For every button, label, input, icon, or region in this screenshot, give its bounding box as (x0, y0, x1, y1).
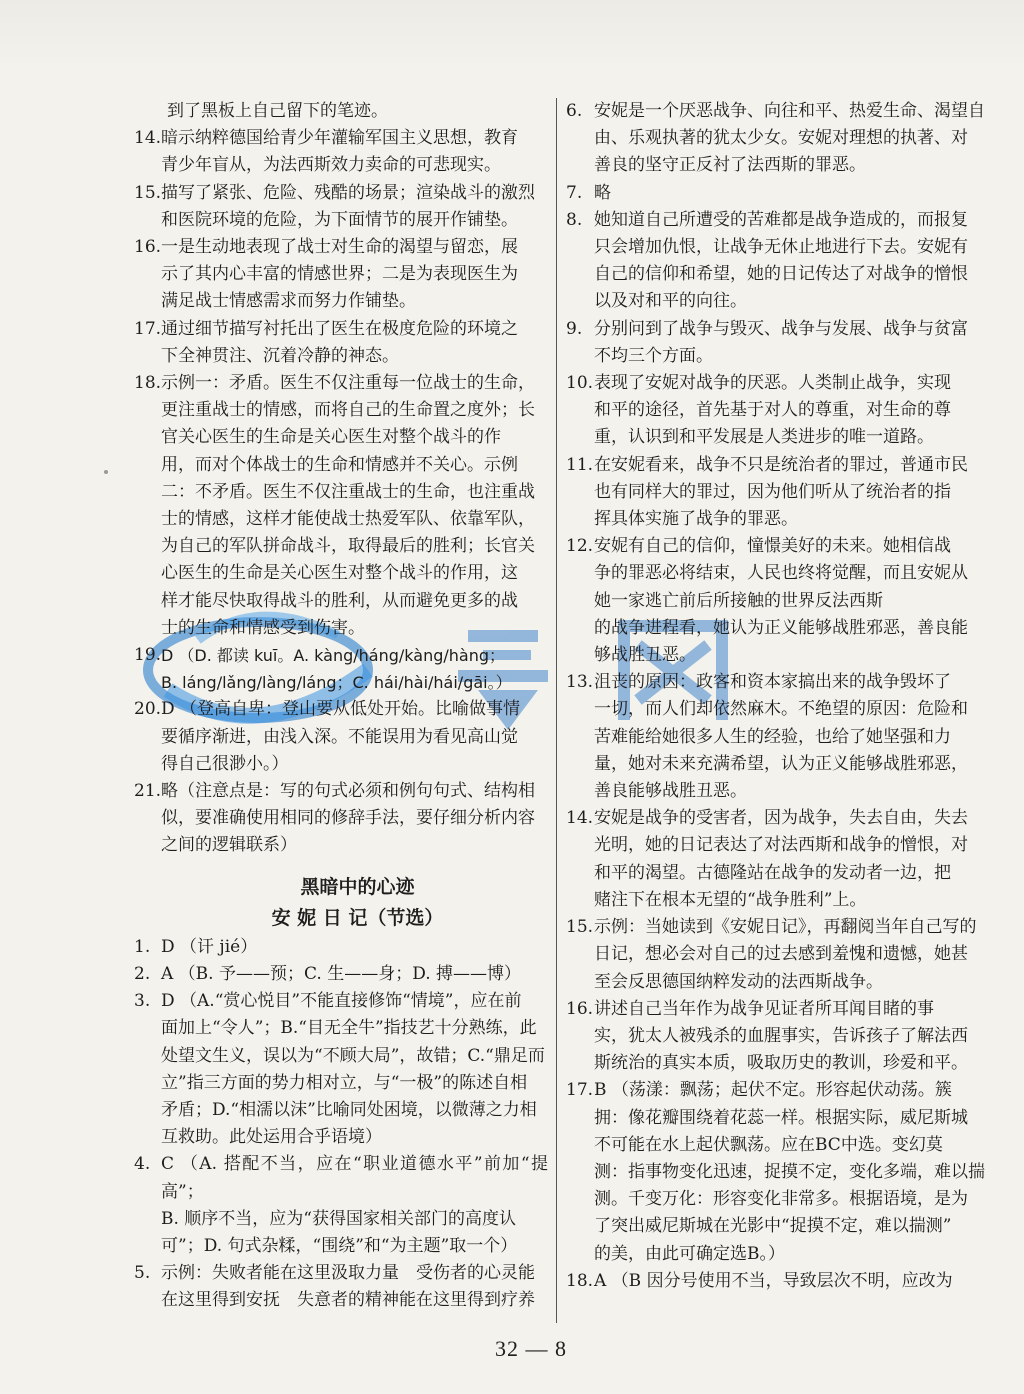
answer-line: 日记，想必会对自己的过去感到羞愧和遗憾，她甚 (594, 944, 968, 965)
answer-item-17b (566, 1077, 986, 1267)
answer-number: 7. (566, 182, 583, 203)
answer-line: 分别问到了战争与毁灭、战争与发展、战争与贫富 (594, 318, 968, 339)
answer-line: 不可能在水上起伏飘荡。应在BC中选。变幻莫 (594, 1134, 943, 1155)
answer-line: 以及对和平的向往。 (594, 291, 747, 312)
answer-item-19 (134, 642, 548, 696)
answer-number: 16. (566, 998, 594, 1019)
answer-line: 了突出威尼斯城在光影中“捉摸不定，难以揣测” (594, 1216, 952, 1237)
answer-line: 的战争进程看，她认为正义能够战胜邪恶，善良能 (594, 617, 968, 638)
answer-number: 18. (566, 1270, 594, 1291)
answer-line: 讲述自己当年作为战争见证者所耳闻目睹的事 (594, 998, 934, 1019)
answer-item-2 (134, 961, 548, 988)
answer-line: 面加上“令人”；B.“目无全牛”指技艺十分熟练，此 (161, 1018, 537, 1039)
answer-line: 光明，她的日记表达了对法西斯和战争的憎恨，对 (594, 835, 968, 856)
answer-line: 一切，而人们却依然麻木。不绝望的原因：危险和 (594, 699, 968, 720)
answer-line: 由、乐观执著的犹太少女。安妮对理想的执著、对 (594, 128, 968, 149)
answer-line: B. 顺序不当，应为“获得国家相关部门的高度认 (161, 1208, 516, 1229)
answer-line: 量，她对未来充满希望，认为正义能够战胜邪恶， (594, 753, 968, 774)
answer-number: 12. (566, 536, 594, 557)
answer-line: 安妮是战争的受害者，因为战争，失去自由，失去 (594, 808, 968, 829)
answer-line: 不均三个方面。 (594, 345, 713, 366)
answer-line: 得自己很渺小。） (161, 753, 289, 774)
section-title: 黑暗中的心迹 (300, 875, 415, 898)
answer-line: 可”；D. 句式杂糅，“围绕”和“为主题”取一个） (161, 1235, 518, 1256)
answer-line: 样才能尽快取得战斗的胜利，从而避免更多的战 (161, 590, 518, 611)
answer-line: 示了其内心丰富的情感世界；二是为表现医生为 (161, 264, 518, 285)
answer-line: 拥：像花瓣围绕着花蕊一样。根据实际，威尼斯城 (594, 1107, 968, 1128)
answer-line: 到了黑板上自己留下的笔迹。 (167, 101, 388, 121)
answer-item-16 (134, 234, 548, 316)
answer-line: 矛盾；D.“相濡以沫”比喻同处困境，以微薄之力相 (161, 1099, 537, 1120)
answer-item-1 (134, 934, 548, 961)
answer-number: 13. (566, 672, 594, 693)
answer-line: 安妮是一个厌恶战争、向往和平、热爱生命、渴望自 (594, 101, 985, 121)
answer-number: 21. (134, 781, 162, 802)
answer-line: 善良能够战胜丑恶。 (594, 781, 747, 802)
answer-item-15 (134, 180, 548, 234)
answer-continuation (140, 98, 548, 125)
answer-number: 14. (134, 128, 162, 149)
answer-line: 青少年盲从，为法西斯效力卖命的可悲现实。 (161, 155, 501, 176)
right-column (566, 98, 986, 1295)
answer-item-18b (566, 1268, 986, 1295)
answer-number: 5. (134, 1263, 151, 1284)
answer-item-10 (566, 370, 986, 452)
page-top-shadow (0, 0, 1024, 70)
answer-line: 通过细节描写衬托出了医生在极度危险的环境之 (161, 318, 518, 339)
answer-line: 测。千变万化：形容变化非常多。根据语境，是为 (594, 1189, 968, 1210)
answer-line: 赌注下在根本无望的“战争胜利”上。 (594, 889, 867, 910)
answer-line: 更注重战士的情感，而将自己的生命置之度外；长 (161, 400, 535, 421)
answer-number: 11. (566, 454, 594, 475)
answer-number: 10. (566, 373, 594, 394)
answer-line: 和医院环境的危险，为下面情节的展开作铺垫。 (161, 209, 518, 230)
answer-line: 实，犹太人被残杀的血腥事实，告诉孩子了解法西 (594, 1025, 968, 1046)
answer-item-17 (134, 316, 548, 370)
answer-line: D （登高自卑：登山要从低处开始。比喻做事情 (161, 699, 521, 720)
answer-line: 和平的途径，首先基于对人的尊重，对生命的尊 (594, 400, 951, 421)
answer-line: 重，认识到和平发展是人类进步的唯一道路。 (594, 427, 934, 448)
answer-line: 够战胜丑恶。 (594, 645, 696, 666)
answer-line: 表现了安妮对战争的厌恶。人类制止战争，实现 (594, 373, 951, 394)
answer-item-13 (566, 669, 986, 805)
answer-line: 挥具体实施了战争的罪恶。 (594, 509, 798, 530)
answer-item-12 (566, 533, 986, 669)
answer-line: 只会增加仇恨，让战争无休止地进行下去。安妮有 (594, 237, 968, 258)
answer-line: 互救助。此处运用合乎语境） (161, 1127, 382, 1148)
answer-line: 的美，由此可确定选B。） (594, 1243, 785, 1264)
answer-line: 下全神贯注、沉着冷静的神态。 (161, 345, 399, 366)
answer-number: 9. (566, 318, 583, 339)
answer-number: 17. (566, 1080, 594, 1101)
answer-line: 二：不矛盾。医生不仅注重战士的生命，也注重战 (161, 481, 535, 502)
answer-line: C （A. 搭配不当，应在“职业道德水平”前加“提高”； (161, 1154, 548, 1202)
answer-line: B. láng/lǎng/làng/láng；C. hái/hài/hái/gāi。） (161, 673, 512, 693)
answer-item-15b (566, 914, 986, 996)
answer-line: 苦难能给她很多人生的经验，也给了她坚强和力 (594, 726, 951, 747)
answer-number: 16. (134, 237, 162, 258)
answer-number: 15. (566, 917, 594, 938)
answer-line: D （D. 都读 kuī。A. kàng/háng/kàng/hàng； (161, 646, 506, 666)
answer-item-14b (566, 805, 986, 914)
answer-number: 3. (134, 991, 151, 1012)
answer-number: 4. (134, 1154, 151, 1175)
answer-line: 为自己的军队拼命战斗，取得最后的胜利；长官关 (161, 536, 535, 557)
answer-number: 8. (566, 209, 583, 230)
answer-number: 2. (134, 963, 151, 984)
answer-line: 一是生动地表现了战士对生命的渴望与留恋，展 (161, 237, 518, 258)
answer-line: D （讦 jié） (161, 936, 258, 957)
answer-line: 示例一：矛盾。医生不仅注重每一位战士的生命， (161, 373, 535, 394)
answer-line: 测：指事物变化迅速，捉摸不定，变化多端，难以揣 (594, 1161, 985, 1182)
left-column (134, 98, 548, 1315)
answer-line: 至会反思德国纳粹发动的法西斯战争。 (594, 971, 883, 992)
answer-line: 之间的逻辑联系） (161, 835, 297, 856)
answer-line: 在安妮看来，战争不只是统治者的罪过，普通市民 (594, 454, 968, 475)
answer-item-3 (134, 988, 548, 1151)
answer-line: 心医生的生命是关心医生对整个战斗的作用，这 (161, 563, 518, 584)
answer-line: 立”指三方面的势力相对立，与“一极”的陈述自相 (161, 1072, 528, 1093)
answer-line: 满足战士情感需求而努力作铺垫。 (161, 291, 416, 312)
answer-line: 用，而对个体战士的生命和情感并不关心。示例 (161, 454, 518, 475)
answer-item-14 (134, 125, 548, 179)
answer-line: 争的罪恶必将结束，人民也终将觉醒，而且安妮从 (594, 563, 968, 584)
answer-line: A （B 因分号使用不当，导致层次不明，应改为 (594, 1270, 953, 1291)
column-divider (556, 98, 557, 1323)
answer-line: 斯统治的真实本质，吸取历史的教训，珍爱和平。 (594, 1053, 968, 1074)
answer-number: 20. (134, 699, 162, 720)
answer-number: 6. (566, 101, 583, 121)
answer-line: 示例：失败者能在这里汲取力量 受伤者的心灵能 (161, 1263, 535, 1284)
answer-item-18 (134, 370, 548, 642)
answer-line: 也有同样大的罪过，因为他们听从了统治者的指 (594, 481, 951, 502)
answer-line: 她知道自己所遭受的苦难都是战争造成的，而报复 (594, 209, 968, 230)
answer-number: 19. (134, 645, 162, 666)
answer-line: 要循序渐进，由浅入深。不能误用为看见高山觉 (161, 726, 518, 747)
section-subtitle: 安 妮 日 记（节选） (271, 906, 444, 929)
answer-line: 在这里得到安抚 失意者的精神能在这里得到疗养 (161, 1290, 535, 1311)
answer-number: 15. (134, 182, 162, 203)
answer-item-8 (566, 207, 986, 316)
answer-line: 处望文生义，误以为“不顾大局”，故错；C.“鼎足而 (161, 1045, 545, 1066)
answer-line: 和平的渴望。古德隆站在战争的发动者一边，把 (594, 862, 951, 883)
answer-line: 士的生命和情感受到伤害。 (161, 617, 365, 638)
answer-line: 似，要准确使用相同的修辞手法，要仔细分析内容 (161, 808, 535, 829)
answer-line: 暗示纳粹德国给青少年灌输军国主义思想，教育 (161, 128, 518, 149)
answer-number: 17. (134, 318, 162, 339)
answer-line: 士的情感，这样才能使战士热爱军队、依靠军队， (161, 509, 535, 530)
answer-line: 略 (594, 182, 611, 203)
answer-number: 1. (134, 936, 151, 957)
answer-item-9 (566, 316, 986, 370)
answer-line: 示例：当她读到《安妮日记》，再翻阅当年自己写的 (594, 917, 977, 938)
answer-item-7 (566, 180, 986, 207)
answer-number: 18. (134, 373, 162, 394)
answer-line: 略（注意点是：写的句式必须和例句句式、结构相 (161, 781, 535, 802)
answer-item-20 (134, 696, 548, 778)
answer-line: A （B. 予——预；C. 生——身；D. 搏——博） (161, 963, 522, 984)
answer-item-16b (566, 996, 986, 1078)
answer-line: 描写了紧张、危险、残酷的场景；渲染战斗的激烈 (161, 182, 535, 203)
page-number: 32 — 8 (495, 1336, 567, 1361)
answer-item-21 (134, 778, 548, 860)
answer-item-4 (134, 1151, 548, 1260)
answer-line: 她一家逃亡前后所接触的世界反法西斯 (594, 590, 883, 611)
answer-line: 官关心医生的生命是关心医生对整个战斗的作 (161, 427, 501, 448)
answer-number: 14. (566, 808, 594, 829)
answer-item-5 (134, 1260, 548, 1314)
answer-line: B （荡漾：飘荡；起伏不定。形容起伏动荡。簇 (594, 1080, 952, 1101)
speck (104, 470, 108, 474)
answer-item-11 (566, 452, 986, 534)
answer-line: 沮丧的原因：政客和资本家搞出来的战争毁坏了 (594, 672, 951, 693)
answer-line: 自己的信仰和希望，她的日记传达了对战争的憎恨 (594, 264, 968, 285)
answer-line: 善良的坚守正反衬了法西斯的罪恶。 (594, 155, 866, 176)
answer-line: 安妮有自己的信仰，憧憬美好的未来。她相信战 (594, 536, 951, 557)
answer-line: D （A.“赏心悦目”不能直接修饰“情境”，应在前 (161, 991, 522, 1012)
answer-item-6 (566, 98, 986, 180)
